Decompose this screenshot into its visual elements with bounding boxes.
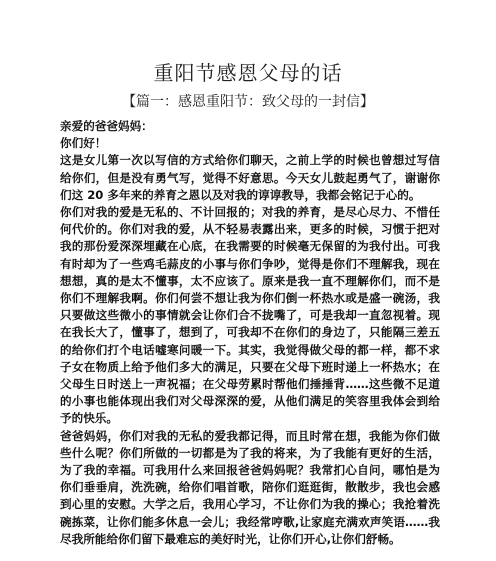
paragraph-2: 你们对我的爱是无私的、不计回报的；对我的养育，是尽心尽力、不惜任何代价的。你们对我的爱，从不轻易表露出来，更多的时候，习惯于把对我的那份爱深深埋藏在心底，在我需要的时候毫无保留的为我付出。可我有时却为了一些鸡毛蒜皮的小事与你们争吵，觉得是你们不理解我，现在想想，真的是太不懂事，太不应该了。原来是我一直不理解你们，而不是你们不理解我啊。你们何尝不想让我为你们倒一杯热水或是盛一碗汤，我只要做这些微小的事情就会让你们合不拢嘴了，可是我却一直忽视着。现在我长大了，懂事了，想到了，可我却不在你们的身边了，只能隔三差五的给你们打个电话嘘寒问暖一下。其实，我觉得做父母的都一样，都不求子女在物质上给予他们多大的满足，只要在父母下班时递上一杯热水；在父母生日时送上一声祝福；在父母劳累时帮他们捶捶背……这些微不足道的小事也能体现出我们对父母深深的爱，从他们满足的笑容里我体会到给予的快乐。 <box>60 205 440 426</box>
paragraph-1: 这是女儿第一次以写信的方式给你们聊天，之前上学的时候也曾想过写信给你们，但是没有勇气写，觉得不好意思。今天女儿鼓起勇气了，谢谢你们这 20 多年来的养育之恩以及对我的谆谆教导，我都会铭记于心的。 <box>60 153 440 202</box>
paragraph-greeting: 你们好！ <box>60 136 107 151</box>
document-subtitle: 【篇一：感恩重阳节：致父母的一封信】 <box>122 94 374 110</box>
document-body <box>60 118 440 548</box>
paragraph-3: 爸爸妈妈，你们对我的无私的爱我都记得，而且时常在想，我能为你们做些什么呢？你们所做的一切都是为了我的将来，为了我能有更好的生活，为了我的幸福。可我用什么来回报爸爸妈妈呢？我常扪心自问，哪怕是为你们垂垂肩，洗洗碗，给你们唱首歌，陪你们逛逛街，散散步，我也会感到心里的安慰。大学之后，我用心学习，不让你们为我的操心；我抢着洗碗拣菜，让你们能多休息一会儿；我经常哼歌,让家庭充满欢声笑语……我尽我所能给你们留下最难忘的美好时光，让你们开心,让你们舒畅。 <box>60 428 440 546</box>
paragraph-salutation: 亲爱的爸爸妈妈： <box>60 119 153 133</box>
document-title: 重阳节感恩父母的话 <box>153 61 343 85</box>
